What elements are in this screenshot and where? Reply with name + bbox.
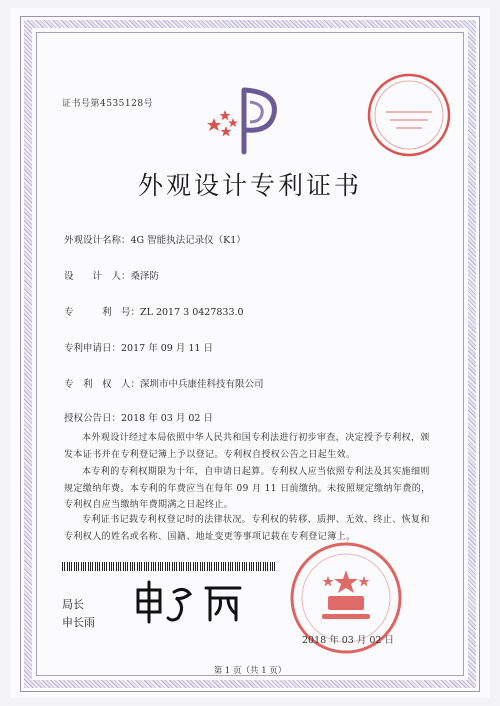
field-grant-date — [64, 410, 213, 424]
director-name: 申长雨 — [62, 616, 95, 629]
certificate-number: 证书号第4535128号 — [62, 99, 154, 109]
field-value: 2018 年 03 月 02 日 — [121, 413, 213, 424]
field-patent-number — [64, 304, 244, 318]
field-patentee — [64, 376, 264, 390]
field-value: 4G 智能执法记录仪（K1） — [130, 235, 246, 246]
agency-seal-icon — [366, 72, 452, 158]
field-label: 专利申请日： — [64, 343, 122, 354]
page-number: 第 1 页（共 1 页） — [213, 666, 287, 676]
paragraph-legal-status: 专利证书记载专利权登记时的法律状况。专利权的转移、质押、无效、终止、恢复和专利权人的姓名或名称、国籍、地址变更等事项记载在专利登记簿上。 — [64, 515, 430, 542]
paragraph-grant: 本外观设计经过本局依照中华人民共和国专利法进行初步审查，决定授予专利权，颁发本证书并在专利登记簿上予以登记。专利权自授权公告之日起生效。 — [64, 433, 430, 460]
director-title: 局长 — [62, 598, 84, 611]
paragraph-term: 本专利的专利权期限为十年，自申请日起算。专利权人应当依照专利法及其实施细则规定缴纳年费。本专利的年费应当在每年 09 月 11 日前缴纳。未按照规定缴纳年费的，专利权自应当缴纳年费期满之日起终止。 — [64, 467, 431, 510]
field-value: 2017 年 09 月 11 日 — [121, 343, 213, 354]
field-design-name — [64, 232, 246, 246]
field-designer — [64, 268, 159, 282]
field-value: ZL 2017 3 0427833.0 — [140, 307, 244, 318]
field-label: 专 利 权 人： — [64, 379, 141, 390]
issue-date: 2018 年 03 月 02 日 — [302, 635, 394, 646]
field-label: 专 利 号： — [64, 307, 141, 318]
field-value: 桑泽防 — [130, 271, 160, 282]
field-label: 外观设计名称： — [64, 235, 131, 246]
field-application-date — [64, 340, 213, 354]
field-label: 授权公告日： — [64, 413, 122, 424]
barcode — [62, 562, 277, 571]
patent-office-logo-icon — [200, 80, 290, 160]
director-signature-icon — [130, 578, 260, 626]
field-value: 深圳市中兵康佳科技有限公司 — [140, 379, 264, 390]
field-label: 设 计 人： — [64, 271, 131, 282]
certificate-title: 外观设计专利证书 — [137, 171, 362, 200]
